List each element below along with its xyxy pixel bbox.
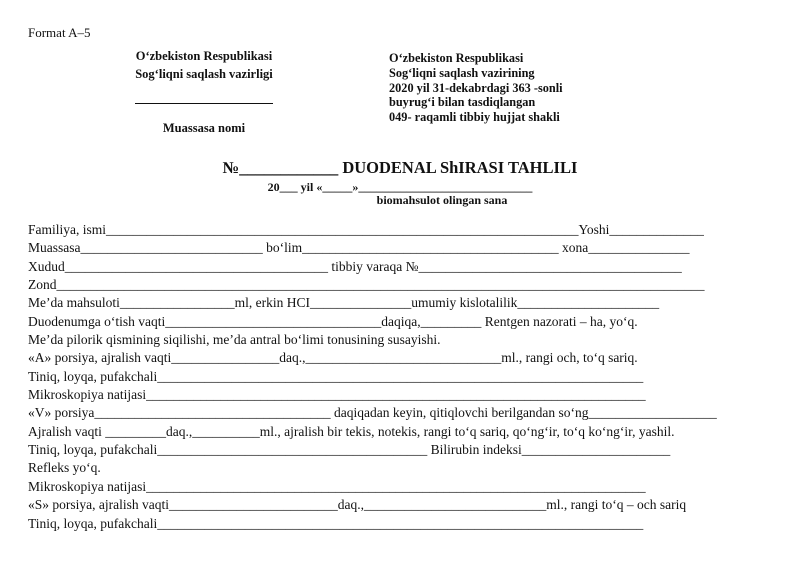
approval-line-1: O‘zbekiston Respublikasi (389, 51, 524, 65)
form-body (28, 221, 800, 533)
line-a-porsiya: «A» porsiya, ajralish vaqti________________daq.,_____________________________ml., rangi och, to‘q sariq. (28, 350, 638, 366)
format-label: Format A–5 (28, 25, 91, 40)
approval-line-5: 049- raqamli tibbiy hujjat shakli (389, 110, 560, 125)
line-v-porsiya: «V» porsiya___________________________________ daqiqadan keyin, qitiqlovchi berilgandan so‘ng___________________ (28, 405, 717, 421)
line-meda-pilorik: Me’da pilorik qismining siqilishi, me’da antral bo‘limi tonusining susayishi. (28, 332, 441, 348)
approval-line-4: buyrug‘i bilan tasdiqlangan (389, 95, 536, 110)
form-date-line: 20___ yil «_____»_____________________________ (267, 180, 533, 194)
header-right-block (389, 51, 563, 125)
line-tiniq-bilirubin: Tiniq, loyqa, pufakchali________________________________________ Bilirubin indeksi______________________ (28, 442, 671, 458)
form-title: №____________ DUODENAL ShIRASI TAHLILI (222, 158, 578, 177)
ministry-name-line-2: Sog‘liqni saqlash vazirligi (135, 67, 273, 81)
muassasa-caption: Muassasa nomi (162, 121, 246, 135)
line-tiniq-a: Tiniq, loyqa, pufakchali________________________________________________________________________ (28, 368, 644, 384)
line-refleks: Refleks yo‘q. (28, 460, 101, 476)
header-left-block (104, 47, 304, 137)
line-ajralish-vaqti: Ajralish vaqti _________daq.,__________ml., ajralish bir tekis, notekis, rangi to‘q sariq, qo‘ng‘ir, to‘q ko‘ng‘ir, yashil. (28, 423, 675, 439)
line-meda-mahsuloti: Me’da mahsuloti_________________ml, erkin HCI_______________umumiy kislotalilik_____________________ (28, 295, 660, 311)
line-familiya-ismi: Familiya, ismi______________________________________________________________________Yoshi______________ (28, 222, 704, 237)
line-xudud-tibbiy-varaqa: Xudud_______________________________________ tibbiy varaqa №_______________________________________ (28, 258, 682, 274)
ministry-name-line-1: O‘zbekiston Respublikasi (135, 49, 273, 63)
line-mikroskopiya-a: Mikroskopiya natijasi__________________________________________________________________________ (28, 387, 646, 403)
line-muassasa-bolim-xona: Muassasa___________________________ bo‘lim______________________________________ xona_______________ (28, 240, 690, 256)
line-s-porsiya: «S» porsiya, ajralish vaqti_________________________daq.,___________________________ml., rangi to‘q – och sariq (28, 497, 687, 513)
muassasa-underline (135, 103, 273, 104)
form-date-caption: biomahsulot olingan sana (376, 193, 508, 207)
line-tiniq-s: Tiniq, loyqa, pufakchali________________________________________________________________________ (28, 515, 644, 531)
line-zond: Zond________________________________________________________________________________________________ (28, 277, 705, 293)
line-duodenumga-otish-vaqti: Duodenumga o‘tish vaqti________________________________daqiqa,_________ Rentgen nazorati – ha, yo‘q. (28, 313, 638, 329)
line-mikroskopiya-v: Mikroskopiya natijasi__________________________________________________________________________ (28, 478, 646, 494)
title-block (0, 158, 800, 207)
approval-line-2: Sog‘liqni saqlash vazirining (389, 65, 535, 80)
approval-line-3: 2020 yil 31-dekabrdagi 363 -sonli (389, 80, 563, 95)
